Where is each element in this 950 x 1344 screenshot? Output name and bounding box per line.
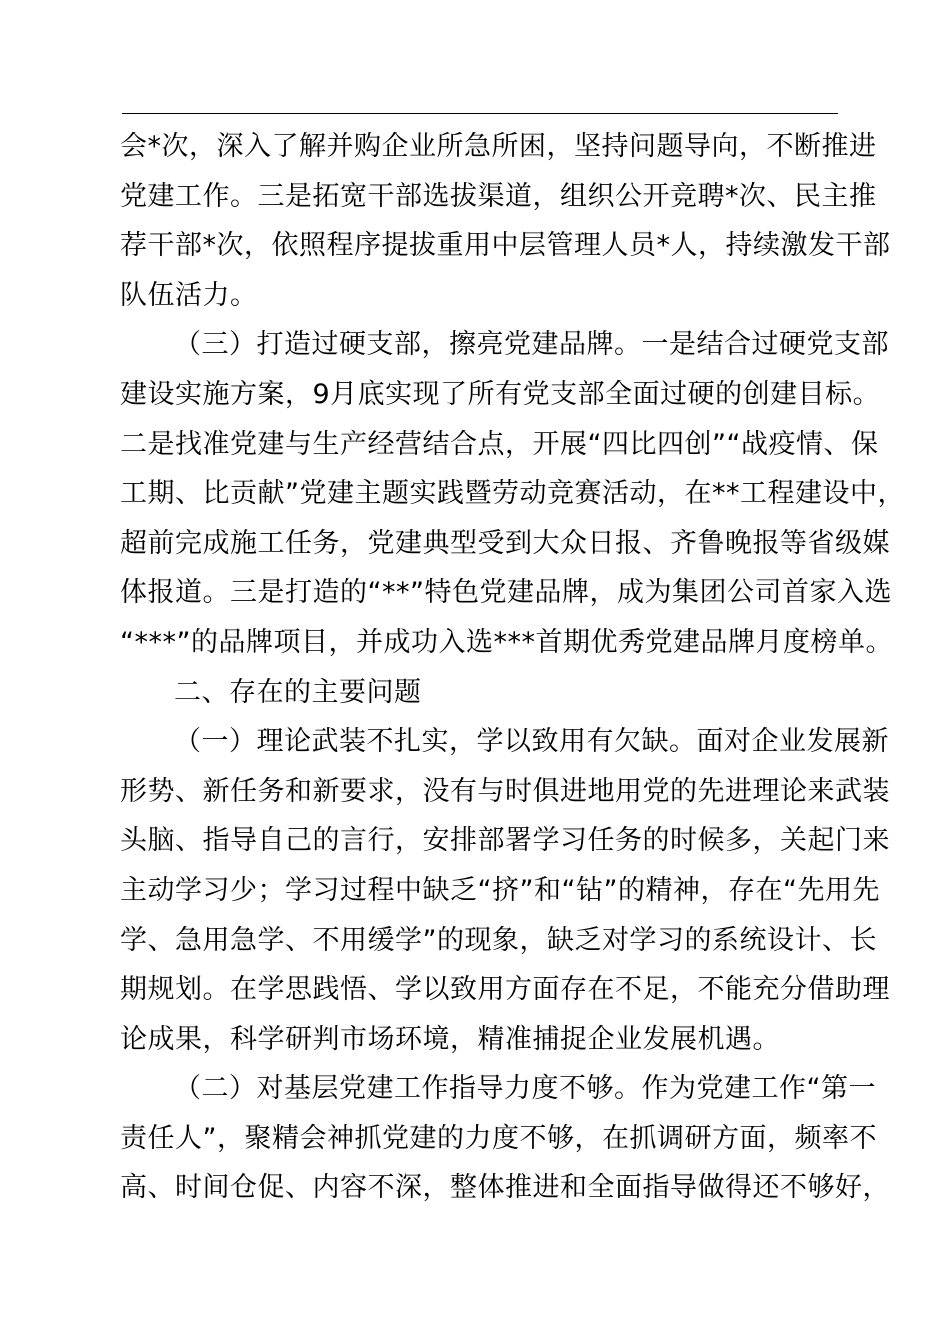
paragraph-heading-1: （一）理论武装不扎实，学以致用有欠缺。面对企业发展新 (174, 726, 889, 758)
section-heading: 二、存在的主要问题 (174, 676, 422, 708)
text-line: 头脑、指导自己的言行，安排部署学习任务的时候多，关起门来 (120, 825, 890, 857)
paragraph-heading-3: （三）打造过硬支部，擦亮党建品牌。一是结合过硬党支部 (174, 329, 889, 361)
header-rule (122, 113, 838, 114)
text-line: 工期、比贡献”党建主题实践暨劳动竞赛活动，在**工程建设中， (120, 478, 905, 510)
text-line: 期规划。在学思践悟、学以致用方面存在不足，不能充分借助理 (120, 974, 890, 1006)
text-line: 党建工作。三是拓宽干部选拔渠道，组织公开竞聘*次、民主推 (120, 180, 877, 212)
paragraph-heading-2: （二）对基层党建工作指导力度不够。作为党建工作“第一 (174, 1073, 876, 1105)
text-line: 二是找准党建与生产经营结合点，开展“四比四创”“战疫情、保 (120, 428, 879, 460)
text-line: 高、时间仓促、内容不深，整体推进和全面指导做得还不够好， (120, 1172, 890, 1204)
text-line: 建设实施方案，9月底实现了所有党支部全面过硬的创建目标。 (120, 378, 881, 410)
text-line: 形势、新任务和新要求，没有与时俱进地用党的先进理论来武装 (120, 775, 890, 807)
text-line: 超前完成施工任务，党建典型受到大众日报、齐鲁晚报等省级媒 (120, 527, 890, 559)
text-line: 学、急用急学、不用缓学”的现象，缺乏对学习的系统设计、长 (120, 924, 877, 956)
text-line: 论成果，科学研判市场环境，精准捕捉企业发展机遇。 (120, 1023, 780, 1055)
text-line: “***”的品牌项目，并成功入选***首期优秀党建品牌月度榜单。 (120, 626, 893, 658)
text-line: 主动学习少；学习过程中缺乏“挤”和“钻”的精神，存在“先用先 (120, 874, 880, 906)
text-line: 队伍活力。 (120, 279, 258, 311)
document-body (120, 122, 905, 1213)
text-line: 荐干部*次，依照程序提拔重用中层管理人员*人，持续激发干部 (120, 230, 891, 262)
text-line: 责任人”，聚精会神抓党建的力度不够，在抓调研方面，频率不 (120, 1122, 877, 1154)
text-line: 体报道。三是打造的“**”特色党建品牌，成为集团公司首家入选 (120, 577, 892, 609)
text-line: 会*次，深入了解并购企业所急所困，坚持问题导向，不断推进 (120, 131, 877, 162)
